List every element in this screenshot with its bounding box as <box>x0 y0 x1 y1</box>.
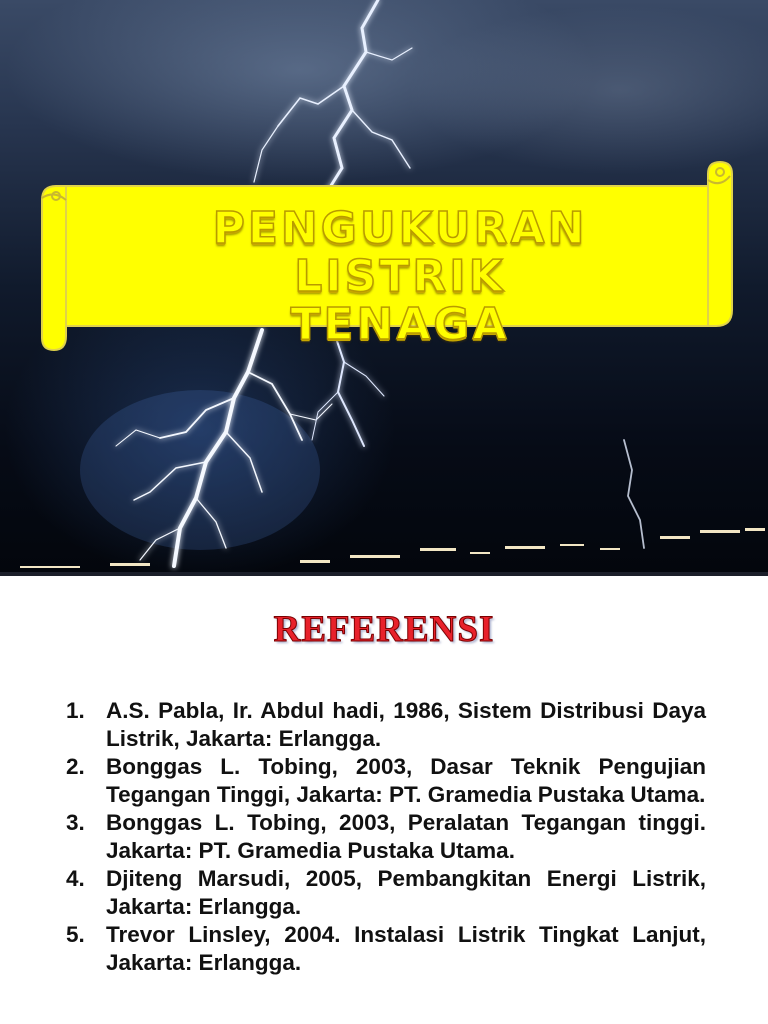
reference-number: 2. <box>66 754 85 779</box>
reference-number: 1. <box>66 698 85 723</box>
slide-title <box>100 205 700 349</box>
city-lights <box>0 528 768 576</box>
title-banner-scroll <box>40 160 736 356</box>
reference-text: Bonggas L. Tobing, 2003, Dasar Teknik Pengujian Tegangan Tinggi, Jakarta: PT. Gramedia Pustaka Utama. <box>106 754 706 807</box>
reference-number: 3. <box>66 810 85 835</box>
reference-number: 5. <box>66 922 85 947</box>
reference-text: Trevor Linsley, 2004. Instalasi Listrik Tingkat Lanjut, Jakarta: Erlangga. <box>106 922 706 975</box>
reference-item-1 <box>66 697 706 753</box>
reference-item-2 <box>66 753 706 809</box>
references-slide <box>0 576 768 1024</box>
reference-text: A.S. Pabla, Ir. Abdul hadi, 1986, Sistem Distribusi Daya Listrik, Jakarta: Erlangga. <box>106 698 706 751</box>
lightning-bolt-right <box>624 440 644 548</box>
reference-number: 4. <box>66 866 85 891</box>
reference-item-4 <box>66 865 706 921</box>
reference-item-3 <box>66 809 706 865</box>
title-line-1: PENGUKURAN LISTRIK <box>212 203 588 302</box>
reference-item-5 <box>66 921 706 977</box>
title-line-2: TENAGA <box>290 299 510 350</box>
reference-text: Djiteng Marsudi, 2005, Pembangkitan Energi Listrik, Jakarta: Erlangga. <box>106 866 706 919</box>
references-list <box>66 697 706 977</box>
reference-text: Bonggas L. Tobing, 2003, Peralatan Tegangan tinggi. Jakarta: PT. Gramedia Pustaka Utama. <box>106 810 706 863</box>
references-heading: REFERENSI <box>273 609 495 650</box>
